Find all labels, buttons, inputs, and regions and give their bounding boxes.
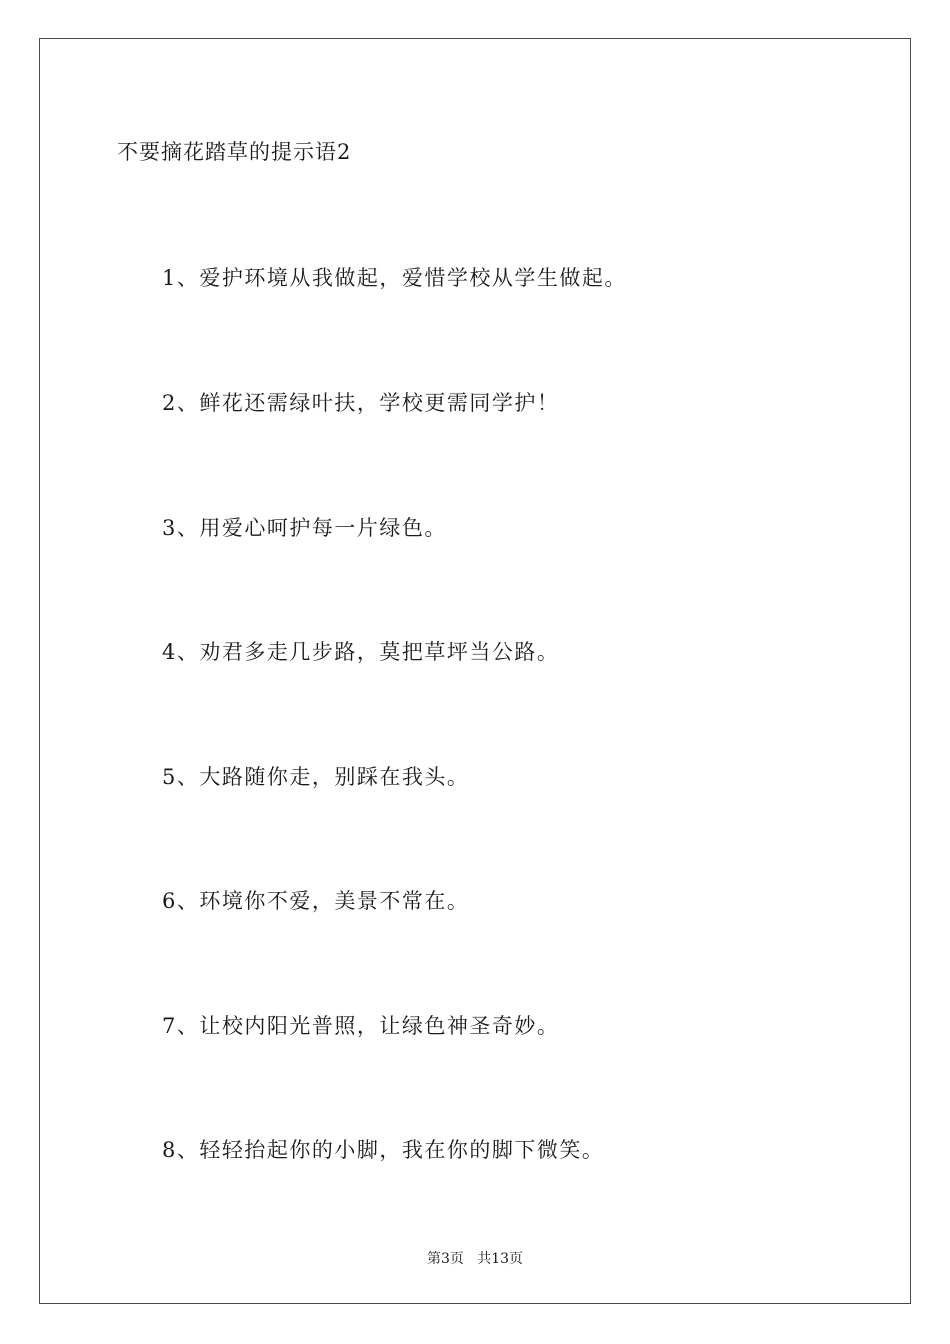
list-item: 7、让校内阳光普照，让绿色神圣奇妙。 (162, 1014, 560, 1038)
document-title: 不要摘花踏草的提示语2 (117, 140, 352, 164)
list-item: 8、轻轻抬起你的小脚，我在你的脚下微笑。 (162, 1138, 605, 1162)
list-item: 5、大路随你走，别踩在我头。 (162, 765, 470, 789)
list-item: 6、环境你不爱，美景不常在。 (162, 889, 470, 913)
page-footer: 第3页 共13页 (426, 1251, 524, 1267)
page-border (39, 38, 911, 1304)
list-item: 4、劝君多走几步路，莫把草坪当公路。 (162, 640, 560, 664)
list-item: 1、爱护环境从我做起，爱惜学校从学生做起。 (162, 266, 627, 290)
list-item: 2、鲜花还需绿叶扶，学校更需同学护！ (162, 391, 560, 415)
list-item: 3、用爱心呵护每一片绿色。 (162, 516, 447, 540)
